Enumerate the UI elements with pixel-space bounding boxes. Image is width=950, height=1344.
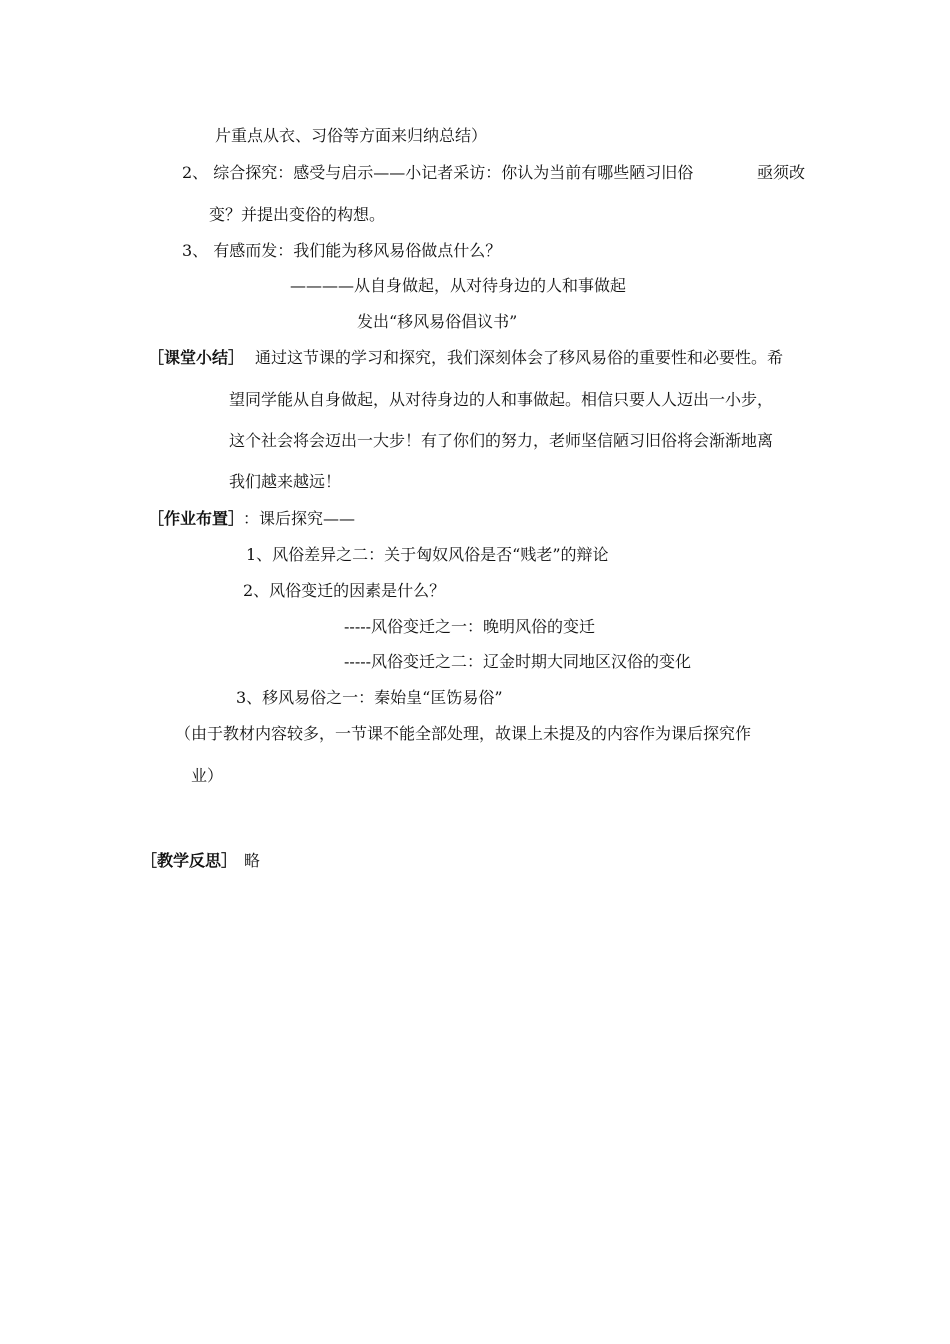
summary-line-4: 我们越来越远！ xyxy=(229,472,342,491)
summary-line-2: 望同学能从自身做起，从对待身边的人和事做起。相信只要人人迈出一小步， xyxy=(229,390,774,409)
homework-item-1: 1、风俗差异之二：关于匈奴风俗是否“贱老”的辩论 xyxy=(246,545,609,564)
activity-item-3-sub-1: ————从自身做起，从对待身边的人和事做起 xyxy=(290,276,627,295)
activity-continuation: 片重点从衣、习俗等方面来归纳总结） xyxy=(215,126,488,145)
activity-item-3-sub-2: 发出“移风易俗倡议书” xyxy=(357,312,518,331)
reflection-text: 略 xyxy=(244,851,261,870)
homework-note-line-2: 业） xyxy=(191,766,224,785)
homework-item-3: 3、移风易俗之一：秦始皇“匡饬易俗” xyxy=(236,688,503,707)
homework-note-line-1: （由于教材内容较多，一节课不能全部处理，故课上未提及的内容作为课后探究作 xyxy=(175,724,752,743)
homework-heading: ［作业布置］ xyxy=(148,509,245,528)
activity-item-2-line-2: 变？并提出变俗的构想。 xyxy=(209,205,386,224)
activity-item-2-line-1: 2、 综合探究：感受与启示——小记者采访：你认为当前有哪些陋习旧俗 xyxy=(182,163,694,182)
homework-item-2-sub-1: -----风俗变迁之一：晚明风俗的变迁 xyxy=(344,617,596,636)
activity-item-3: 3、 有感而发：我们能为移风易俗做点什么？ xyxy=(182,241,502,260)
homework-item-2-sub-2: -----风俗变迁之二：辽金时期大同地区汉俗的变化 xyxy=(344,652,692,671)
reflection-heading: ［教学反思］ xyxy=(141,851,238,870)
summary-heading: ［课堂小结］ xyxy=(148,348,245,367)
homework-intro: ：课后探究—— xyxy=(243,509,356,528)
summary-line-3: 这个社会将会迈出一大步！有了你们的努力，老师坚信陋习旧俗将会渐渐地离 xyxy=(229,431,774,450)
activity-item-2-line-1-end: 亟须改 xyxy=(757,163,806,182)
homework-item-2: 2、风俗变迁的因素是什么？ xyxy=(243,581,446,600)
summary-line-1: 通过这节课的学习和探究，我们深刻体会了移风易俗的重要性和必要性。希 xyxy=(255,348,784,367)
